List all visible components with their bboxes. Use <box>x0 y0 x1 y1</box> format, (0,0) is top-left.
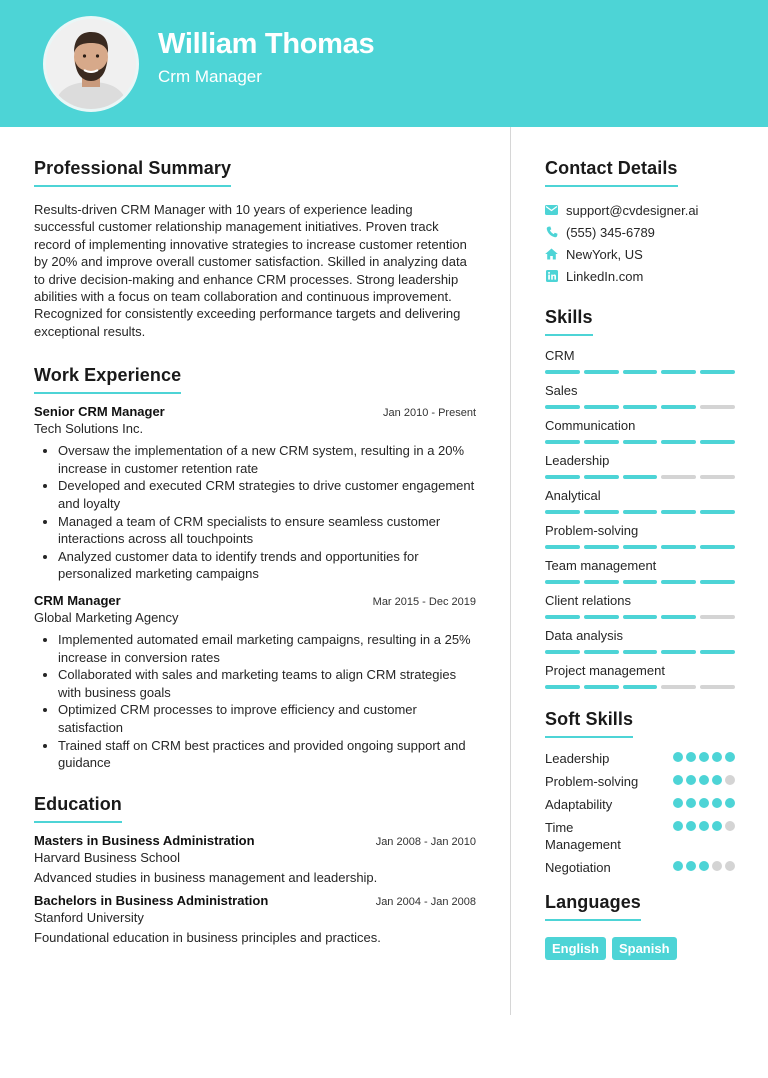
skill-level-segment <box>700 545 735 549</box>
rating-dot <box>686 798 696 808</box>
skill-name: Sales <box>545 383 578 398</box>
skill-level-segment <box>545 580 580 584</box>
skill-level-segment <box>700 650 735 654</box>
skill-name: Analytical <box>545 488 601 503</box>
skill-level-segment <box>700 580 735 584</box>
education-description: Foundational education in business principles and practices. <box>34 929 381 945</box>
skill-name: Problem-solving <box>545 523 639 538</box>
skill-item <box>545 558 735 584</box>
soft-skill-name: Time Management <box>545 820 621 852</box>
education-entry <box>34 893 476 945</box>
envelope-icon <box>545 204 558 217</box>
phone-text: (555) 345-6789 <box>566 224 655 240</box>
soft-skill-rating <box>673 861 735 871</box>
skill-level-segment <box>700 405 735 409</box>
education-date: Jan 2004 - Jan 2008 <box>375 895 476 908</box>
contact-heading: Contact Details <box>545 158 678 187</box>
degree-title: Bachelors in Business Administration <box>34 892 269 908</box>
skill-level-segment <box>700 615 735 619</box>
rating-dot <box>699 798 709 808</box>
experience-heading: Work Experience <box>34 365 181 394</box>
soft-skills-heading: Soft Skills <box>545 709 633 738</box>
skill-level-segment <box>700 370 735 374</box>
skill-level-bar <box>545 370 735 374</box>
soft-skill-rating <box>673 775 735 785</box>
rating-dot <box>673 861 683 871</box>
skill-level-segment <box>661 615 696 619</box>
skill-level-segment <box>584 440 619 444</box>
job-bullets <box>34 631 476 772</box>
main-column <box>34 158 476 945</box>
soft-skills-list <box>545 750 735 876</box>
education-date: Jan 2008 - Jan 2010 <box>375 835 476 848</box>
soft-skill-name: Problem-solving <box>545 774 639 789</box>
list-item: • Trained staff on CRM best practices and provided ongoing support and guidance <box>58 737 476 772</box>
job-title: Senior CRM Manager <box>34 404 165 420</box>
skill-level-segment <box>545 615 580 619</box>
education-entry <box>34 833 476 885</box>
skill-level-bar <box>545 615 735 619</box>
skill-level-segment <box>700 685 735 689</box>
list-item: • Implemented automated email marketing campaigns, resulting in a 25% increase in conversion rates <box>58 631 476 666</box>
list-item: • Collaborated with sales and marketing teams to align CRM strategies with business goals <box>58 666 476 701</box>
skill-level-bar <box>545 475 735 479</box>
skill-level-segment <box>584 370 619 374</box>
skill-level-segment <box>545 370 580 374</box>
skill-level-segment <box>661 510 696 514</box>
skill-level-segment <box>623 615 658 619</box>
skill-level-segment <box>545 440 580 444</box>
soft-skill-name: Negotiation <box>545 860 611 875</box>
soft-skill-rating <box>673 798 735 808</box>
contact-phone[interactable] <box>545 221 735 243</box>
skill-item <box>545 383 735 409</box>
rating-dot <box>673 798 683 808</box>
rating-dot <box>699 775 709 785</box>
skill-level-segment <box>623 510 658 514</box>
rating-dot <box>686 775 696 785</box>
home-icon <box>545 248 558 261</box>
skill-level-bar <box>545 440 735 444</box>
job-date: Mar 2015 - Dec 2019 <box>372 596 476 608</box>
skill-name: Project management <box>545 663 665 678</box>
skill-level-segment <box>661 545 696 549</box>
list-item: • Oversaw the implementation of a new CRM system, resulting in a 20% increase in customer retention rate <box>58 442 476 477</box>
languages-heading: Languages <box>545 892 641 921</box>
candidate-name: William Thomas <box>158 28 375 60</box>
skill-level-segment <box>545 405 580 409</box>
languages-list <box>545 937 735 960</box>
rating-dot <box>699 861 709 871</box>
skill-item <box>545 453 735 479</box>
header-banner <box>0 0 768 127</box>
skills-heading: Skills <box>545 307 593 336</box>
skill-level-segment <box>584 615 619 619</box>
skill-item <box>545 663 735 689</box>
skill-level-segment <box>623 580 658 584</box>
rating-dot <box>712 775 722 785</box>
candidate-role: Crm Manager <box>158 67 262 86</box>
avatar <box>43 16 139 112</box>
skill-level-segment <box>545 475 580 479</box>
skill-level-segment <box>623 475 658 479</box>
soft-skill-item <box>545 819 735 853</box>
skill-level-segment <box>623 685 658 689</box>
skill-level-segment <box>623 545 658 549</box>
contact-section <box>545 158 735 287</box>
job-company: Global Marketing Agency <box>34 610 179 625</box>
languages-section <box>545 892 735 960</box>
skill-level-segment <box>661 650 696 654</box>
list-item: • Managed a team of CRM specialists to ensure seamless customer interactions across all touchpoints <box>58 513 476 548</box>
school-name: Stanford University <box>34 909 144 925</box>
contact-email[interactable] <box>545 199 735 221</box>
job-company: Tech Solutions Inc. <box>34 421 144 437</box>
skill-item <box>545 593 735 619</box>
skill-level-bar <box>545 685 735 689</box>
soft-skill-rating <box>673 752 735 762</box>
rating-dot <box>725 798 735 808</box>
skill-level-segment <box>661 370 696 374</box>
skill-item <box>545 348 735 374</box>
rating-dot <box>673 821 683 831</box>
summary-section <box>34 158 476 340</box>
rating-dot <box>725 861 735 871</box>
list-item: • Developed and executed CRM strategies to drive customer engagement and loyalty <box>58 477 476 512</box>
phone-icon <box>545 226 558 239</box>
skill-level-bar <box>545 650 735 654</box>
skill-level-segment <box>623 650 658 654</box>
rating-dot <box>699 821 709 831</box>
rating-dot <box>725 775 735 785</box>
skill-level-segment <box>661 685 696 689</box>
skill-level-bar <box>545 405 735 409</box>
skill-item <box>545 488 735 514</box>
linkedin-icon <box>545 270 558 283</box>
skill-level-segment <box>584 685 619 689</box>
education-heading: Education <box>34 794 122 823</box>
skill-name: Team management <box>545 558 657 573</box>
rating-dot <box>712 798 722 808</box>
experience-section <box>34 365 476 772</box>
skill-level-segment <box>661 440 696 444</box>
education-description: Advanced studies in business management and leadership. <box>34 869 378 885</box>
language-badge: Spanish <box>612 937 677 960</box>
skill-level-segment <box>700 510 735 514</box>
skill-name: Client relations <box>545 593 631 608</box>
contact-location <box>545 243 735 265</box>
skill-level-segment <box>545 545 580 549</box>
soft-skill-name: Leadership <box>545 751 610 766</box>
skill-name: Data analysis <box>545 628 624 643</box>
soft-skill-item <box>545 773 735 790</box>
skill-level-segment <box>700 475 735 479</box>
language-badge: English <box>545 937 606 960</box>
job-entry <box>34 593 476 772</box>
summary-heading: Professional Summary <box>34 158 231 187</box>
skill-name: Leadership <box>545 453 610 468</box>
rating-dot <box>712 861 722 871</box>
skill-level-segment <box>545 685 580 689</box>
skill-level-segment <box>584 545 619 549</box>
skill-level-segment <box>584 405 619 409</box>
rating-dot <box>686 861 696 871</box>
skills-list <box>545 348 735 689</box>
rating-dot <box>725 821 735 831</box>
skill-level-segment <box>545 650 580 654</box>
school-name: Harvard Business School <box>34 849 180 865</box>
column-divider <box>510 127 511 1015</box>
skills-section <box>545 307 735 689</box>
email-text: support@cvdesigner.ai <box>566 202 699 218</box>
rating-dot <box>712 821 722 831</box>
sidebar-column <box>545 158 735 960</box>
skill-level-segment <box>623 405 658 409</box>
education-section <box>34 794 476 945</box>
soft-skill-item <box>545 796 735 813</box>
linkedin-text: LinkedIn.com <box>566 268 644 284</box>
soft-skill-name: Adaptability <box>545 797 613 812</box>
rating-dot <box>686 752 696 762</box>
contact-linkedin[interactable] <box>545 265 735 287</box>
skill-level-segment <box>584 650 619 654</box>
rating-dot <box>686 821 696 831</box>
skill-name: CRM <box>545 348 575 363</box>
soft-skills-section <box>545 709 735 876</box>
rating-dot <box>725 752 735 762</box>
skill-level-segment <box>584 580 619 584</box>
skill-level-segment <box>584 510 619 514</box>
rating-dot <box>673 752 683 762</box>
summary-text: Results-driven CRM Manager with 10 years of experience leading successful customer relationship management initiatives. Proven track record of implementing innovative strategies to increase customer retention by 20% and improve overall customer satisfaction. Skilled in analyzing data to drive decision-making and enhance CRM processes. Strong leadership abilities with a focus on team collaboration and continuous improvement. Recognized for consistently exceeding performance targets and delivering exceptional results. <box>34 202 467 339</box>
skill-level-segment <box>700 440 735 444</box>
profile-photo <box>46 19 136 109</box>
skill-item <box>545 523 735 549</box>
soft-skill-rating <box>673 821 735 831</box>
skill-level-segment <box>661 405 696 409</box>
job-title: CRM Manager <box>34 593 121 608</box>
skill-level-segment <box>623 370 658 374</box>
rating-dot <box>699 752 709 762</box>
skill-item <box>545 418 735 444</box>
soft-skill-item <box>545 859 735 876</box>
skill-level-bar <box>545 510 735 514</box>
skill-level-segment <box>661 475 696 479</box>
skill-level-bar <box>545 545 735 549</box>
skill-level-segment <box>623 440 658 444</box>
list-item: • Optimized CRM processes to improve efficiency and customer satisfaction <box>58 701 476 736</box>
soft-skill-item <box>545 750 735 767</box>
rating-dot <box>673 775 683 785</box>
skill-level-segment <box>661 580 696 584</box>
rating-dot <box>712 752 722 762</box>
location-text: NewYork, US <box>566 246 643 262</box>
skill-level-segment <box>545 510 580 514</box>
list-item: • Analyzed customer data to identify trends and opportunities for personalized marketing campaigns <box>58 548 476 583</box>
degree-title: Masters in Business Administration <box>34 832 255 848</box>
skill-item <box>545 628 735 654</box>
job-entry <box>34 404 476 583</box>
skill-name: Communication <box>545 418 636 433</box>
skill-level-bar <box>545 580 735 584</box>
skill-level-segment <box>584 475 619 479</box>
job-date: Jan 2010 - Present <box>383 407 476 420</box>
job-bullets <box>34 442 476 583</box>
